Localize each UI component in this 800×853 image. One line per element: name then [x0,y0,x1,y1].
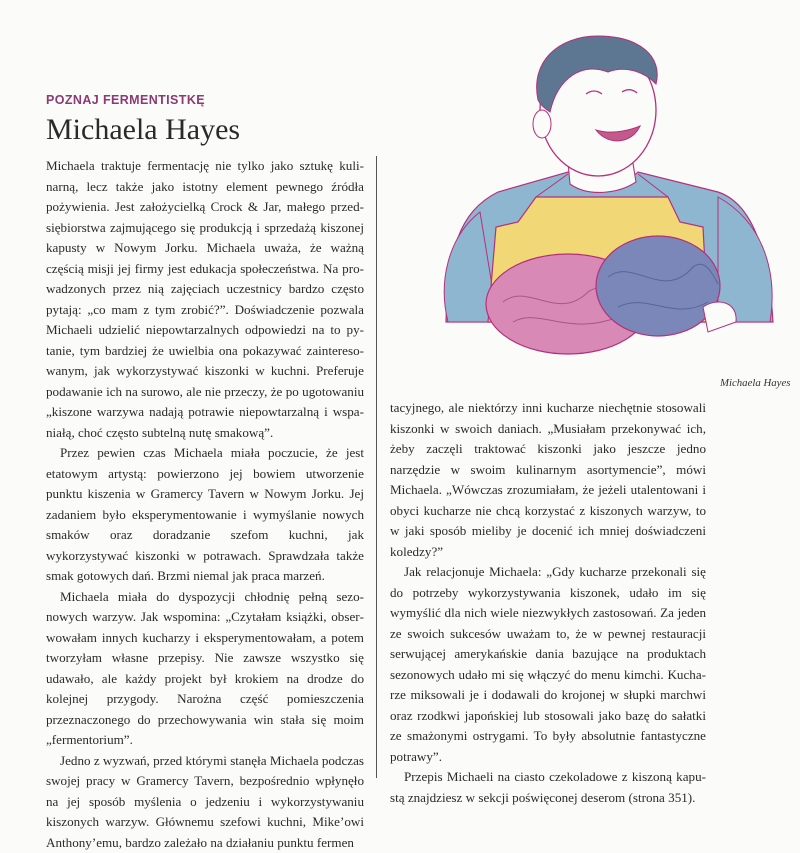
paragraph: Przepis Michaeli na ciasto czekoladowe z kiszoną kapustą znajdziesz w sekcji poświęconej deserom (strona 351). [390,767,706,808]
paragraph: Jedno z wyzwań, przed którymi stanęła Michaela podczas swojej pracy w Gramercy Tavern, bezpośrednio wpłynęło na jej sposób myślenia o jedzeniu i wykorzystywaniu kiszonych warzyw. Głównemu szefowi kuchni, Mike’owi Anthony’emu, bardzo zależało na działaniu punktu fermen [46,751,364,853]
cabbage-blue [596,236,720,336]
paragraph: Jak relacjonuje Michaela: „Gdy kucharze przekonali się do potrzeby wykorzystywania kiszonek, udało im się wymyślić dla nich wiele niezwykłych zastosowań. Za jeden ze swoich sukcesów uważam to, że w pewnej restauracji serwującej amerykańskie dania bazujące na produktach sezonowych udało mi się włączyć do menu kimchi. Kucharze miksowali je i dodawali do krojonej w słupki marchwi oraz rzodkwi japońskiej lub stosowali jako bazę do sałatki ze smażonymi ostrygami. To były absolutnie fantastyczne potrawy”. [390,562,706,767]
portrait-illustration [418,22,800,358]
paragraph: Michaela traktuje fermentację nie tylko jako sztukę kulinarną, lecz także jako istotny element pewnego źródła pożywienia. Jest założycielką Crock & Jar, małego przedsiębiorstwa zajmującego się produkcją i sprzedażą kiszonej kapusty w Nowym Jorku. Michaela uważa, że ważną częścią misji jej firmy jest edukacja społeczeństwa. Na prowadzonych przez nią zajęciach uczestnicy bardzo często pytają: „co mam z tym zrobić?”. Doświadczenie pozwala Michaeli udzielić niepowtarzalnych odpowiedzi na to pytanie, tym bardziej że uwielbia ona pokazywać zainteresowanym, jak wykorzystywać kiszonki w kuchni. Preferuje podawanie ich na surowo, ale nie przeczy, że po ugotowaniu „kiszone warzywa nadają potrawie niepowtarzalną i wspaniałą, choć często subtelną nutę smakową”. [46,156,364,443]
article-column-left [46,156,364,853]
paragraph: Przez pewien czas Michaela miała poczucie, że jest etatowym artystą: powierzono jej bowiem utworzenie punktu kiszenia w Gramercy Tavern w Nowym Jorku. Jej zadaniem było eksperymentowanie i wymyślanie nowych smaków oraz doradzanie szefom kuchni, jak wykorzystywać kiszonki w potrawach. Sprawdzała także smak gotowych dań. Brzmi niemal jak praca marzeń. [46,443,364,587]
paragraph: tacyjnego, ale niektórzy inni kucharze niechętnie stosowali kiszonki w swoich daniach. „Musiałam przekonywać ich, żeby zaczęli traktować kiszonki jako jeszcze jedno narzędzie w swoim kulinarnym asortymencie”, mówi Michaela. „Wówczas zrozumiałam, że jeżeli utalentowani i obyci kucharze nie chcą korzystać z kiszonych warzyw, to w jaki sposób mieliby je docenić ich mniej doświadczeni koledzy?” [390,398,706,562]
figure-caption: Michaela Hayes [720,377,790,389]
paragraph: Michaela miała do dyspozycji chłodnię pełną sezonowych warzyw. Jak wspomina: „Czytałam książki, obserwowałam innych kucharzy i eksperymentowałam, a potem tworzyłam własne przepisy. Nie zawsze wszystko się udawało, ale każdy projekt był krokiem na drodze do kolejnej przygody. Narożna część pomieszczenia przeznaczonego do przechowywania win stała się moim „fermentorium”. [46,587,364,751]
page-title: Michaela Hayes [46,112,240,148]
section-kicker: POZNAJ FERMENTISTKĘ [46,93,205,107]
illustration [418,22,800,358]
article-column-right [390,398,706,808]
column-rule [376,156,377,778]
